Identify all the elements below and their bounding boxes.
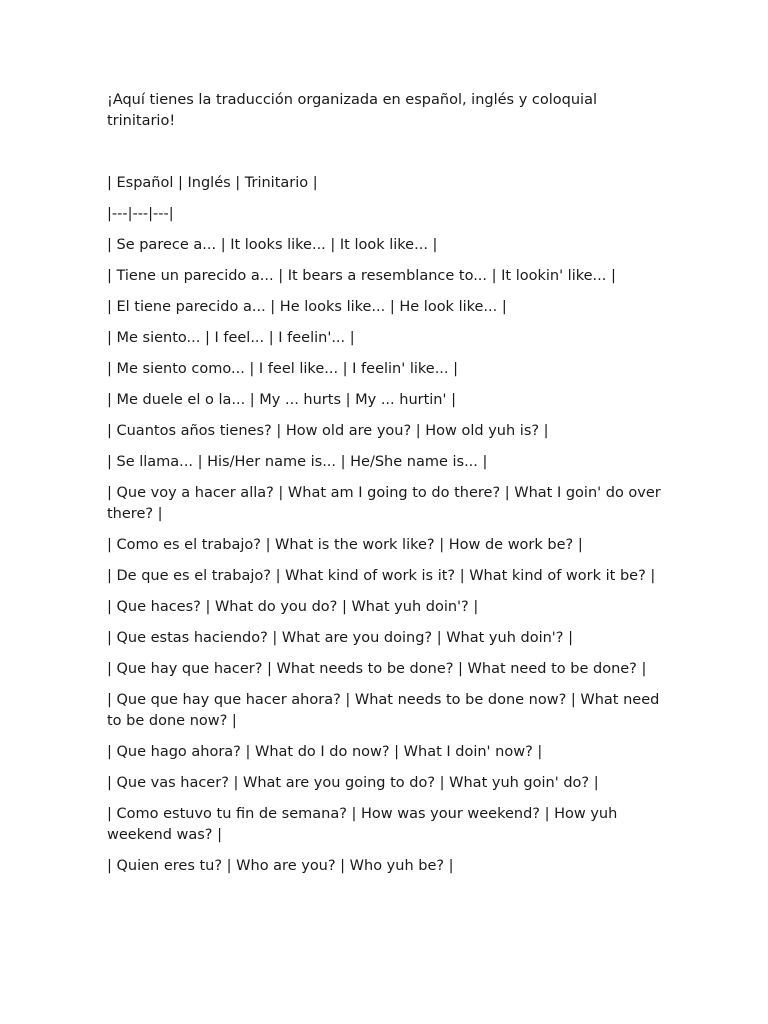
translation-line: | El tiene parecido a... | He looks like... | He look like... | — [107, 299, 507, 315]
intro-paragraph: ¡Aquí tienes la traducción organizada en español, inglés y coloquial trinitario! — [107, 92, 597, 129]
translation-line: | Que estas haciendo? | What are you doing? | What yuh doin'? | — [107, 630, 573, 646]
translation-line: | Que haces? | What do you do? | What yuh doin'? | — [107, 599, 479, 615]
translation-line: | Me duele el o la... | My ... hurts | My ... hurtin' | — [107, 392, 456, 408]
translation-line: | Tiene un parecido a... | It bears a resemblance to... | It lookin' like... | — [107, 268, 616, 284]
translation-line: | Que vas hacer? | What are you going to do? | What yuh goin' do? | — [107, 775, 599, 791]
translation-line: | Cuantos años tienes? | How old are you? | How old yuh is? | — [107, 423, 549, 439]
document-page — [107, 90, 667, 887]
translation-line: | Que hago ahora? | What do I do now? | What I doin' now? | — [107, 744, 543, 760]
translation-line: | Me siento como... | I feel like... | I feelin' like... | — [107, 361, 459, 377]
translation-line: | Que hay que hacer? | What needs to be done? | What need to be done? | — [107, 661, 647, 677]
translation-lines — [107, 173, 667, 877]
translation-line: | Quien eres tu? | Who are you? | Who yuh be? | — [107, 858, 454, 874]
translation-line: |---|---|---| — [107, 206, 174, 222]
translation-line: | Que voy a hacer alla? | What am I going to do there? | What I goin' do over there? | — [107, 485, 661, 522]
translation-line: | Se parece a... | It looks like... | It look like... | — [107, 237, 438, 253]
translation-line: | Español | Inglés | Trinitario | — [107, 175, 318, 191]
translation-line: | Como estuvo tu fin de semana? | How was your weekend? | How yuh weekend was? | — [107, 806, 618, 843]
translation-line: | De que es el trabajo? | What kind of work is it? | What kind of work it be? | — [107, 568, 656, 584]
translation-line: | Como es el trabajo? | What is the work like? | How de work be? | — [107, 537, 583, 553]
translation-line: | Que que hay que hacer ahora? | What needs to be done now? | What need to be done now? | — [107, 692, 660, 729]
translation-line: | Se llama... | His/Her name is... | He/She name is... | — [107, 454, 488, 470]
translation-line: | Me siento... | I feel... | I feelin'... | — [107, 330, 355, 346]
